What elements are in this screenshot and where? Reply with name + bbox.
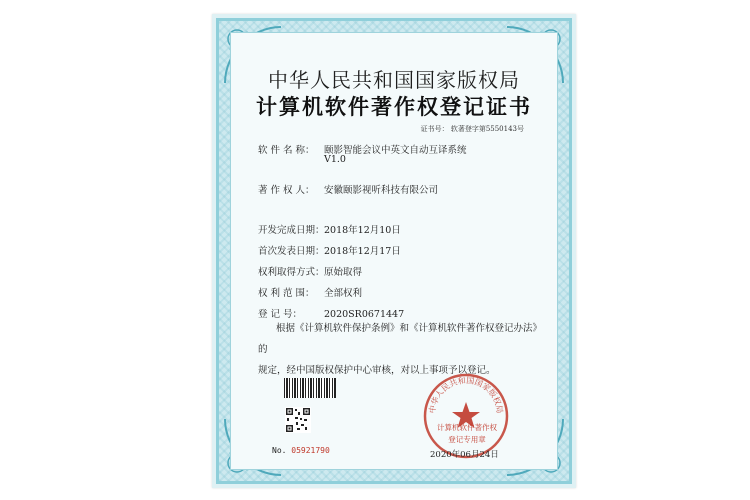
seal-ring-text: 中华人民共和国国家版权局 [427,375,505,414]
barcode-icon [284,378,336,398]
certificate-title: 计算机软件著作权登记证书 [256,94,532,119]
field-value: 颐影智能会议中英文自动互译系统 [324,145,467,156]
serial-number [272,446,330,455]
field-acquisition-method [258,264,362,278]
field-label: 著 作 权 人： [258,185,315,196]
field-value: 原始取得 [324,267,363,278]
field-software-name [258,142,467,165]
qr-code-icon [285,407,311,433]
official-seal-icon [422,372,510,460]
field-value: 2018年12月17日 [324,246,401,257]
field-publication-date [258,243,401,257]
field-label: 权利取得方式： [258,267,325,278]
field-label: 权 利 范 围： [258,288,315,299]
field-value: 安徽颐影视听科技有限公司 [324,185,439,196]
field-copyright-owner [258,182,438,196]
field-completion-date [258,222,401,236]
field-value: 全部权利 [324,288,363,299]
field-label: 登 记 号： [258,309,303,320]
field-value-version: V1.0 [324,154,346,165]
statement-line-1: 根据《计算机软件保护条例》和《计算机软件著作权登记办法》的 [258,323,543,355]
field-rights-scope [258,285,362,299]
field-value: 2020SR0671447 [324,309,405,320]
field-label: 首次发表日期： [258,246,325,257]
issuer-title: 中华人民共和国国家版权局 [268,68,520,92]
field-value: 2018年12月10日 [324,225,401,236]
copyright-certificate [212,14,576,488]
seal-caption-1: 计算机软件著作权 [437,423,497,432]
seal-caption-2: 登记专用章 [448,435,486,444]
field-label: 软 件 名 称： [258,145,315,156]
issue-date: 2020年06月24日 [430,450,499,460]
serial-value: 05921790 [291,446,330,455]
certificate-number: 证书号： 软著登字第5550143号 [420,125,524,133]
field-label: 开发完成日期： [258,225,325,236]
serial-prefix: No. [272,446,287,455]
statement-line-2: 规定，经中国版权保护中心审核，对以上事项予以登记。 [258,365,496,376]
